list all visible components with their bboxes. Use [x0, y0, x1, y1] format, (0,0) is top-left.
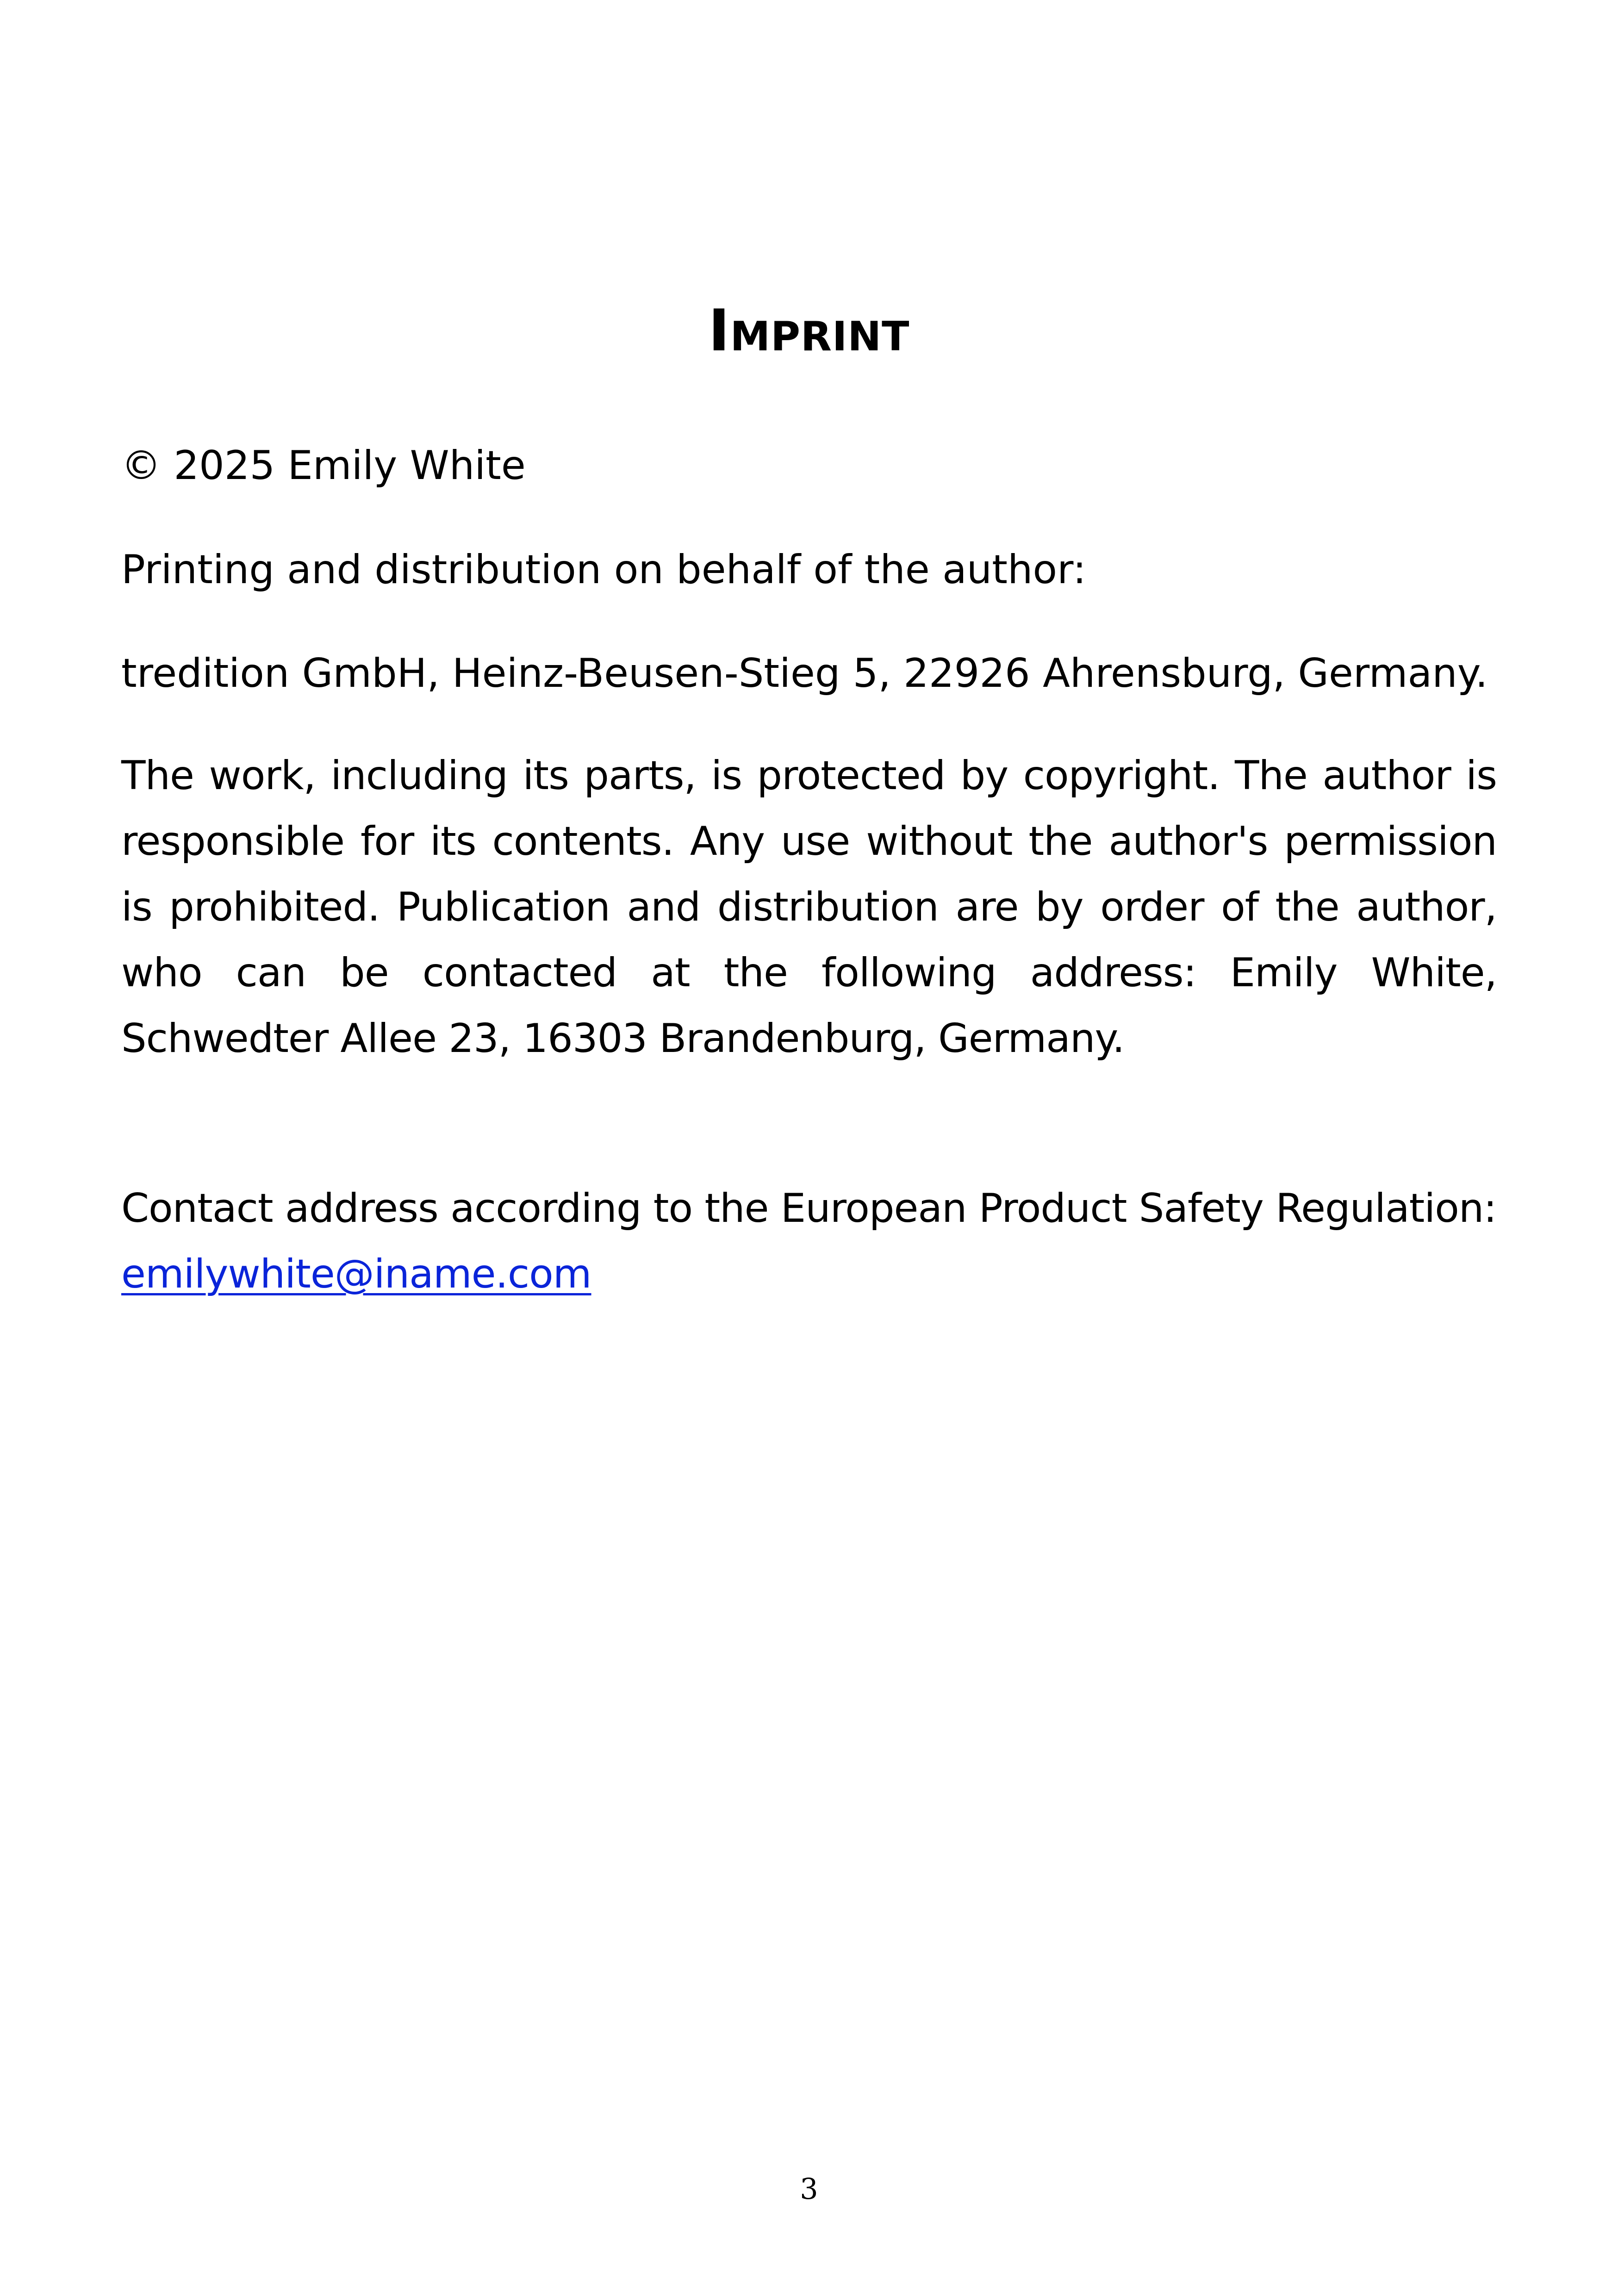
printing-intro: Printing and distribution on behalf of the author: — [121, 547, 1086, 593]
page-number: 3 — [800, 2172, 818, 2206]
contact-section — [121, 1176, 1497, 1307]
page-title: Imprint — [708, 298, 910, 364]
contact-email-link[interactable]: emilywhite@iname.com — [121, 1251, 591, 1297]
contact-label: Contact address according to the European Product Safety Regulation: — [121, 1185, 1497, 1232]
publisher-address: tredition GmbH, Heinz-Beusen-Stieg 5, 22926 Ahrensburg, Germany. — [121, 650, 1488, 697]
copyright-notice: The work, including its parts, is protected by copyright. The author is responsible for its contents. Any use without the author's permission is prohibited. Publication and distribution are by order of the author, who can be contacted at the following address: Emily White, Schwedter Allee 23, 16303 Brandenburg, Germany. — [121, 753, 1497, 1062]
copyright-line: © 2025 Emily White — [121, 442, 526, 489]
